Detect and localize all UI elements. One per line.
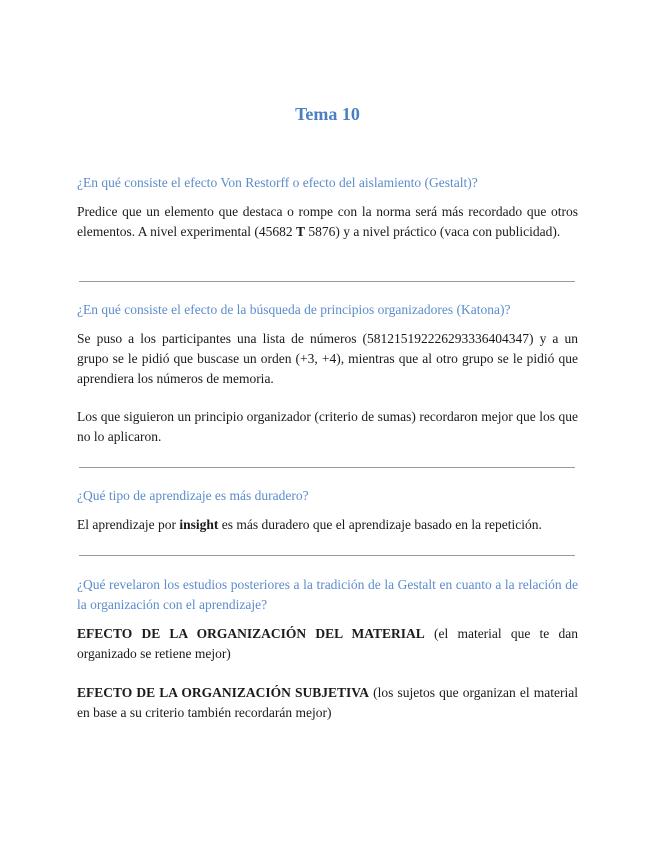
answer-katona-experiment: Se puso a los participantes una lista de números (581215192226293336404347) y a un grupo se le pidió que buscase un orden (+3, +4), mientras que al otro grupo se le pidió que aprendiera los números de memoria. [77,331,578,386]
answer-text: El aprendizaje por [77,517,180,532]
answer-bold-text: T [295,224,305,239]
question-aprendizaje-duradero: ¿Qué tipo de aprendizaje es más duradero? [77,488,309,503]
question-katona: ¿En qué consiste el efecto de la búsqueda de principios organizadores (Katona)? [77,302,511,317]
answer-text: (los sujetos que organizan el material en base a su criterio también recordarán mejor) [77,685,578,720]
answer-text: (el material que te dan organizado se retiene mejor) [77,626,578,661]
answer-text: Predice que un elemento que destaca o rompe con la norma será más recordado que otros elementos. A nivel experimental (45682 [77,204,578,239]
answer-aprendizaje-duradero [77,515,578,535]
answer-von-restorff [77,202,578,242]
answer-katona-result: Los que siguieron un principio organizador (criterio de sumas) recordaron mejor que los que no lo aplicaron. [77,409,578,444]
section-divider [79,467,575,468]
answer-organizacion-material [77,624,578,664]
answer-organizacion-subjetiva [77,683,578,723]
question-estudios-posteriores: ¿Qué revelaron los estudios posteriores a la tradición de la Gestalt en cuanto a la relación de la organización con el aprendizaje? [77,577,578,612]
answer-bold-text: EFECTO DE LA ORGANIZACIÓN DEL MATERIAL [77,626,425,641]
page-title: Tema 10 [295,104,360,124]
answer-bold-text: EFECTO DE LA ORGANIZACIÓN SUBJETIVA [77,685,370,700]
answer-text: es más duradero que el aprendizaje basado en la repetición. [218,517,542,532]
answer-bold-text: insight [179,517,219,532]
question-von-restorff: ¿En qué consiste el efecto Von Restorff o efecto del aislamiento (Gestalt)? [77,175,478,190]
answer-text: 5876) y a nivel práctico (vaca con publicidad). [304,224,561,239]
section-divider [79,281,575,282]
section-divider [79,555,575,556]
